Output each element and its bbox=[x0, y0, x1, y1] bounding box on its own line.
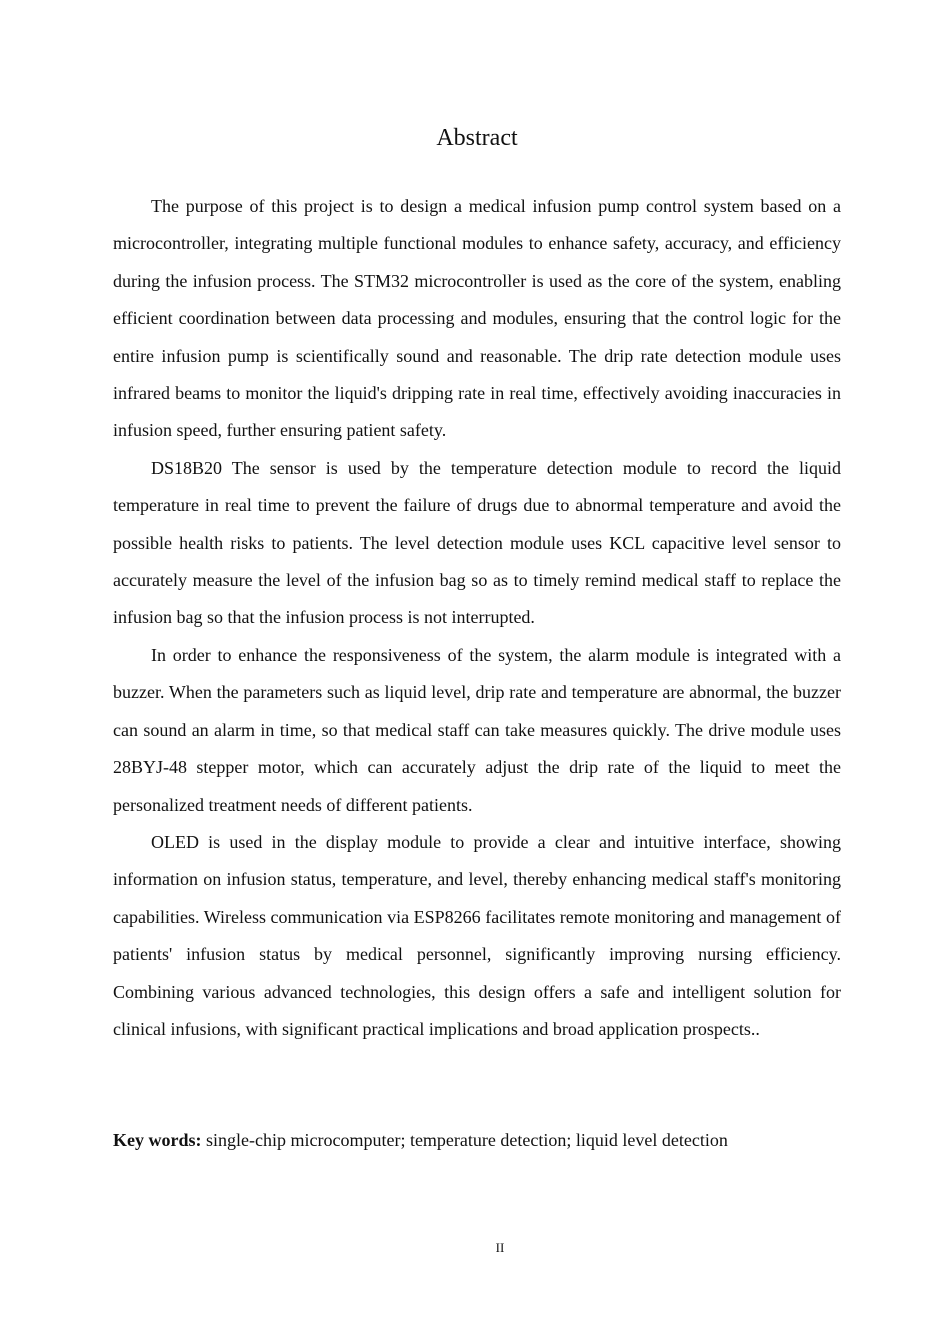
abstract-body bbox=[113, 188, 841, 1048]
keywords-text: single-chip microcomputer; temperature detection; liquid level detection bbox=[201, 1130, 728, 1150]
abstract-paragraph-4: OLED is used in the display module to provide a clear and intuitive interface, showing information on infusion status, temperature, and level, thereby enhancing medical staff's monitoring capabilities. Wireless communication via ESP8266 facilitates remote monitoring and management of patients' infusion status by medical personnel, significantly improving nursing efficiency. Combining various advanced technologies, this design offers a safe and intelligent solution for clinical infusions, with significant practical implications and broad application prospects.. bbox=[113, 831, 841, 1039]
abstract-paragraph-3: In order to enhance the responsiveness of the system, the alarm module is integrated with a buzzer. When the parameters such as liquid level, drip rate and temperature are abnormal, the buzzer can sound an alarm in time, so that medical staff can take measures quickly. The drive module uses 28BYJ-48 stepper motor, which can accurately adjust the drip rate of the liquid to meet the personalized treatment needs of different patients. bbox=[113, 644, 841, 815]
keywords-line bbox=[113, 1122, 841, 1159]
page-number: II bbox=[495, 1240, 505, 1255]
abstract-paragraph-1: The purpose of this project is to design a medical infusion pump control system based on a microcontroller, integrating multiple functional modules to enhance safety, accuracy, and efficiency during the infusion process. The STM32 microcontroller is used as the core of the system, enabling efficient coordination between data processing and modules, ensuring that the control logic for the entire infusion pump is scientifically sound and reasonable. The drip rate detection module uses infrared beams to monitor the liquid's dripping rate in real time, effectively avoiding inaccuracies in infusion speed, further ensuring patient safety. bbox=[113, 196, 841, 441]
abstract-title: Abstract bbox=[436, 125, 518, 151]
keywords-label: Key words: bbox=[113, 1130, 202, 1150]
abstract-paragraph-2: DS18B20 The sensor is used by the temperature detection module to record the liquid temperature in real time to prevent the failure of drugs due to abnormal temperature and avoid the possible health risks to patients. The level detection module uses KCL capacitive level sensor to accurately measure the level of the infusion bag so as to timely remind medical staff to replace the infusion bag so that the infusion process is not interrupted. bbox=[113, 457, 841, 628]
